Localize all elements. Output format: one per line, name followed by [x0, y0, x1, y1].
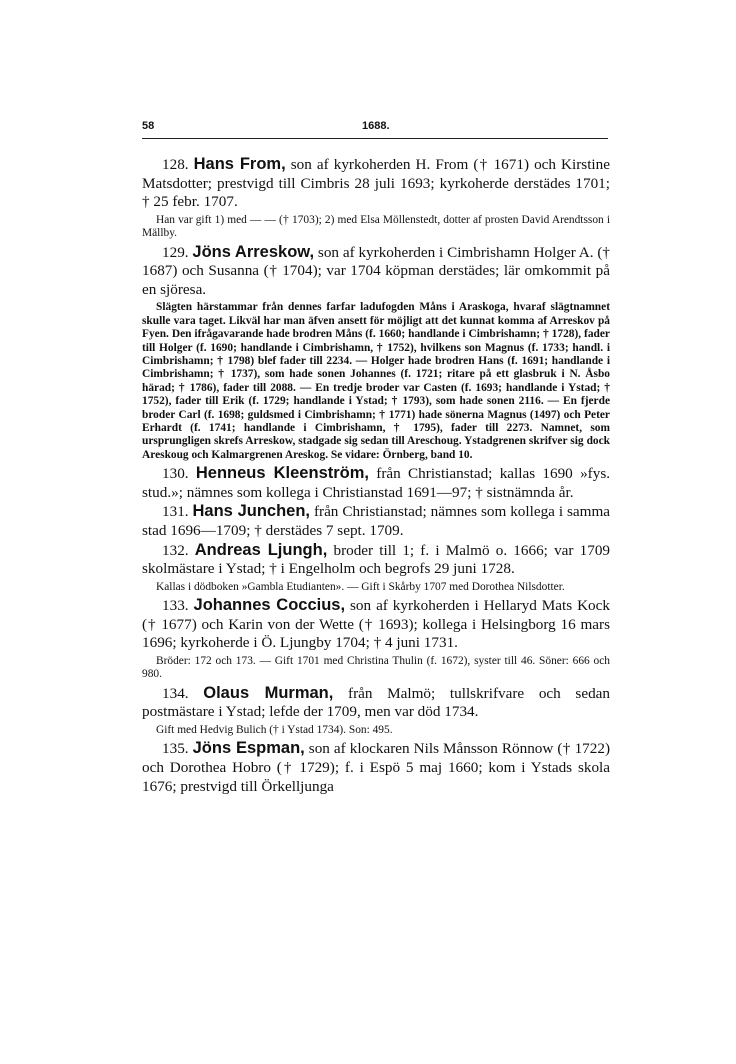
entry-number: 133. [162, 597, 189, 615]
entry-name: Jöns Arreskow, [192, 242, 315, 261]
entry-note: Slägten härstammar från dennes farfar ladufogden Måns i Araskoga, hvaraf slägtnamnet skulle vara taget. Likväl har man äfven ansett för möjligt att det kunnat komma af Arreskov på Fyen. Den ifrågavarande hade brodren Måns (f. 1660; handlande i Cimbrishamn; † 1728), fader till Holger (f. 1690; handlande i Cimbrishamn, † 1752), hvilkens son Magnus (f. 1733; handl. i Cimbrishamn; † 1798) blef fader till 2234. — Holger hade brodren Hans (f. 1691; handlande i Cimbrishamn; † 1737), som hade sonen Johannes (f. 1721; ritare på ett glasbruk i N. Åsbo härad; † 1786), fader till 2088. — En tredje broder var Casten (f. 1693; handlande i Ystad; † 1752), fader till Erik (f. 1729; handlande i Ystad; † 1793), som hade sonen 2116. — En fjerde broder Carl (f. 1698; guldsmed i Cimbrishamn; † 1771) hade sönerna Magnus (1497) och Peter Erhardt (f. 1741; handlande i Cimbrishamn, † 1795), fader till 2273. Namnet, som ursprungligen skrefs Arreskow, stadgade sig sedan till Areschoug. Ystadgrenen skrifver sig dock Areskoug och Kalmargrenen Areskog. Se vidare: Örnberg, band 10. [142, 301, 610, 461]
entry-129 [142, 243, 610, 300]
entry-note: Kallas i dödboken »Gambla Etudianten». — Gift i Skårby 1707 med Dorothea Nilsdotter. [156, 580, 565, 593]
entry-note: Bröder: 172 och 173. — Gift 1701 med Christina Thulin (f. 1672), syster till 46. Söner: 666 och 980. [142, 655, 610, 681]
entry-text: son af klockaren Nils Månsson Rönnow († 1722) och Dorothea Hobro († 1729); f. i Espö 5 maj 1660; kom i Ystads skola 1676; prestvigd till Örkelljunga [142, 740, 611, 795]
entry-text: son af kyrkoherden H. From († 1671) och Kirstine Matsdotter; prestvigd till Cimbris 28 juli 1693; kyrkoherde derstädes 1701; † 25 febr. 1707. [142, 156, 610, 211]
page-number: 58 [142, 120, 155, 132]
header-rule [142, 138, 608, 139]
entry-135 [142, 739, 610, 796]
entry-name: Henneus Kleenström, [195, 464, 369, 483]
entry-text: från Christianstad; nämnes som kollega i samma stad 1696—1709; † derstädes 7 sept. 1709. [142, 503, 610, 540]
page-header [118, 118, 618, 136]
entry-number: 132. [162, 541, 189, 559]
running-year: 1688. [362, 120, 390, 132]
entry-133 [142, 596, 610, 653]
entry-number: 130. [162, 465, 189, 483]
entry-128 [142, 155, 610, 212]
entry-name: Jöns Espman, [192, 739, 305, 758]
entry-text: broder till 1; f. i Malmö o. 1666; var 1709 skolmästare i Ystad; † i Engelholm och begrofs 29 juni 1728. [142, 541, 611, 578]
entry-text: son af kyrkoherden i Cimbrishamn Holger A. († 1687) och Susanna († 1704); var 1704 köpman derstädes; lär omkommit på en sjöresa. [142, 243, 611, 298]
entry-number: 134. [162, 684, 189, 702]
entry-number: 135. [162, 740, 189, 758]
book-page [118, 118, 618, 796]
entry-130 [142, 464, 610, 502]
entry-132 [142, 541, 610, 579]
entry-name: Olaus Murman, [203, 683, 334, 702]
entry-131 [142, 502, 610, 540]
entry-number: 131. [162, 503, 189, 521]
entry-name: Johannes Coccius, [193, 596, 346, 615]
entry-note: Han var gift 1) med — — († 1703); 2) med Elsa Möllenstedt, dotter af prosten David Arendtsson i Mällby. [142, 213, 610, 240]
entry-note: Gift med Hedvig Bulich († i Ystad 1734). Son: 495. [156, 724, 393, 736]
entry-text: son af kyrkoherden i Hellaryd Mats Kock († 1677) och Karin von der Wette († 1693); kollega i Helsingborg 16 mars 1696; kyrkoherde i Ö. Ljungby 1704; † 4 juni 1731. [142, 597, 610, 652]
entry-text: från Malmö; tullskrifvare och sedan postmästare i Ystad; lefde der 1709, men var död 1734. [142, 684, 611, 721]
entry-number: 128. [162, 156, 189, 173]
entry-name: Hans Junchen, [192, 502, 311, 521]
entry-number: 129. [162, 243, 189, 261]
entry-name: Andreas Ljungh, [194, 540, 328, 559]
entry-text: från Christianstad; kallas 1690 »fys. stud.»; nämnes som kollega i Christianstad 1691—97; † sistnämnda år. [142, 465, 611, 501]
entry-name: Hans From, [193, 155, 286, 173]
entry-134 [142, 684, 610, 722]
